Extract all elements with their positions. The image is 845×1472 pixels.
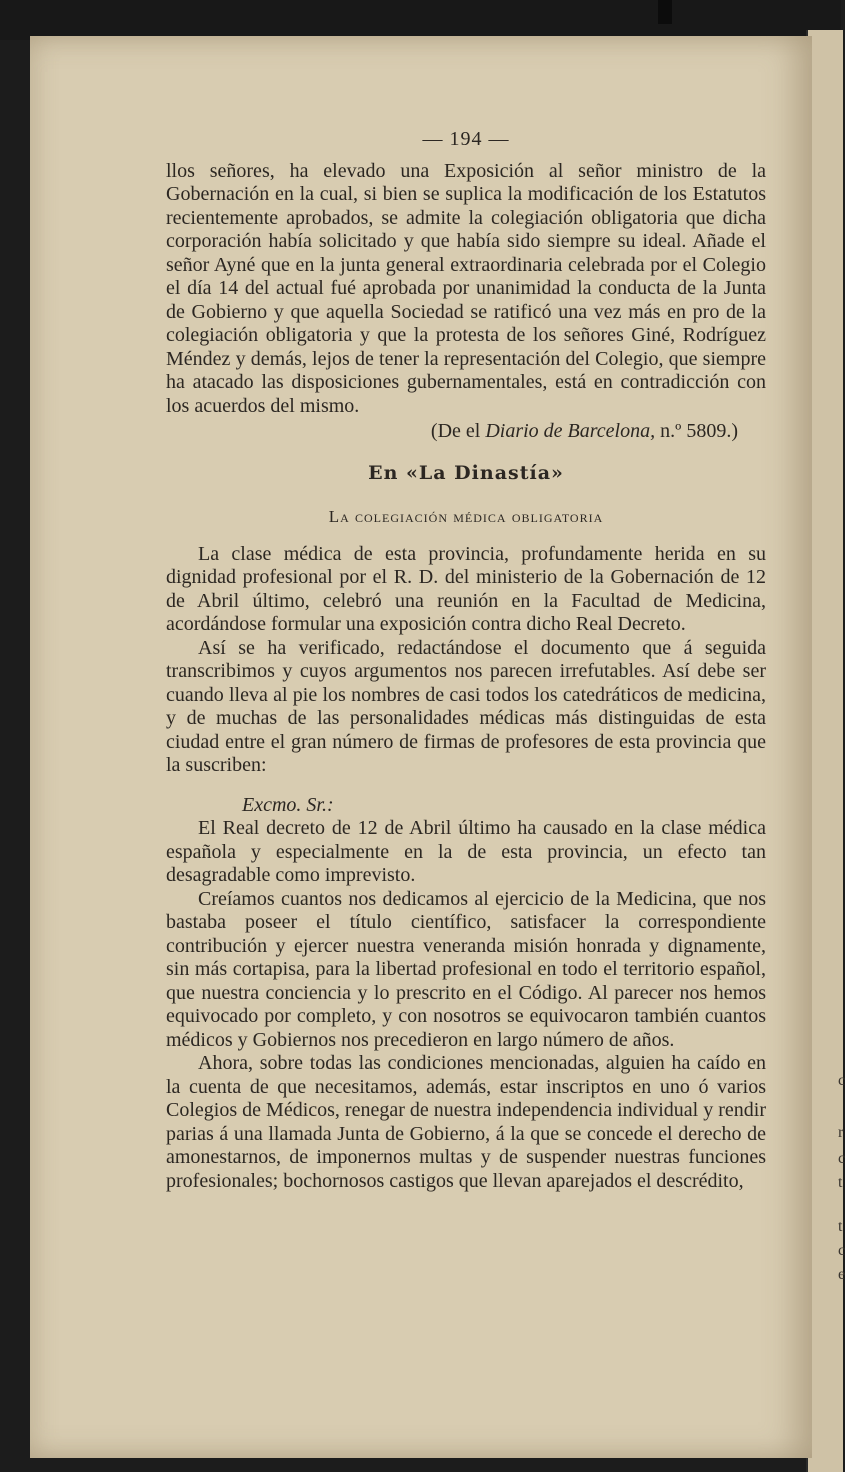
adjacent-glyph: c bbox=[838, 1072, 845, 1089]
binding-clip bbox=[658, 0, 672, 24]
section-heading: En «La Dinastía» bbox=[368, 461, 564, 484]
page-number: — 194 — bbox=[422, 128, 510, 150]
continuation-paragraph: llos señores, ha elevado una Exposición al señor ministro de la Gobernación en la cual, si bien se suplica la modificación de los Estatutos recientemente aprobados, se admite la colegiación obligatoria que dicha corporación había solicitado y que había sido siempre su ideal. Añade el señor Ayné que en la junta general extraordinaria celebrada por el Colegio el día 14 del actual fué aprobada por unanimidad la conducta de la Junta de Gobierno y que aquella Sociedad se ratificó una vez más en pro de la colegiación obligatoria y que la protesta de los señores Giné, Rodríguez Méndez y demás, lejos de tener la representación del Colegio, que siempre ha atacado las disposiciones gubernamentales, está en contradicción con los acuerdos del mismo. bbox=[166, 159, 766, 417]
adjacent-glyph: c bbox=[838, 1150, 845, 1167]
adjacent-glyph: c bbox=[838, 1242, 845, 1259]
letter-paragraph: Ahora, sobre todas las condiciones mencionadas, alguien ha caído en la cuenta de que necesitamos, además, estar inscriptos en uno ó varios Colegios de Médicos, renegar de nuestra independencia individual y rendir parias á una llamada Junta de Gobierno, á la que se concede el derecho de amonestarnos, de imponernos multas y de suspender nuestras funciones profesionales; bochornosos castigos que llevan aparejados el descrédito, bbox=[166, 1052, 766, 1192]
source-prefix: (De el bbox=[430, 420, 481, 442]
source-title: Diario de Barcelona, bbox=[485, 420, 656, 442]
scan-background bbox=[0, 0, 841, 40]
page-text bbox=[166, 128, 766, 1193]
letter-salutation: Excmo. Sr.: bbox=[242, 793, 334, 816]
adjacent-glyph: t bbox=[838, 1218, 843, 1235]
adjacent-glyph: r bbox=[838, 1124, 844, 1141]
letter-paragraph: Creíamos cuantos nos dedicamos al ejercicio de la Medicina, que nos bastaba poseer el título científico, satisfacer la correspondiente contribución y ejercer nuestra veneranda misión honrada y dignamente, sin más cortapisa, para la libertad profesional en todo el territorio español, que nuestra conciencia y lo prescrito en el Código. Al parecer nos hemos equivocado por completo, y con nosotros se equivocaron también cuantos médicos y Gobiernos nos precedieron en largo número de años. bbox=[166, 887, 766, 1051]
article-title: La colegiación médica obligatoria bbox=[328, 507, 604, 526]
source-suffix: n.º 5809.) bbox=[660, 420, 738, 442]
source-citation bbox=[166, 420, 766, 444]
body-paragraph: Así se ha verificado, redactándose el documento que á seguida transcribimos y cuyos argumentos nos parecen irrefutables. Así debe ser cuando lleva al pie los nombres de casi todos los catedráticos de medicina, y de muchas de las personalidades médicas más distinguidas de esta ciudad entre el gran número de firmas de profesores de esta provincia que la suscriben: bbox=[166, 636, 766, 776]
letter-paragraph: El Real decreto de 12 de Abril último ha causado en la clase médica española y especialmente en la de esta provincia, un efecto tan desagradable como imprevisto. bbox=[166, 817, 766, 886]
adjacent-glyph: t bbox=[838, 1174, 843, 1191]
body-paragraph: La clase médica de esta provincia, profundamente herida en su dignidad profesional por el R. D. del ministerio de la Gobernación de 12 de Abril último, celebró una reunión en la Facultad de Medicina, acordándose formular una exposición contra dicho Real Decreto. bbox=[166, 542, 766, 635]
adjacent-glyph: e bbox=[838, 1266, 845, 1283]
